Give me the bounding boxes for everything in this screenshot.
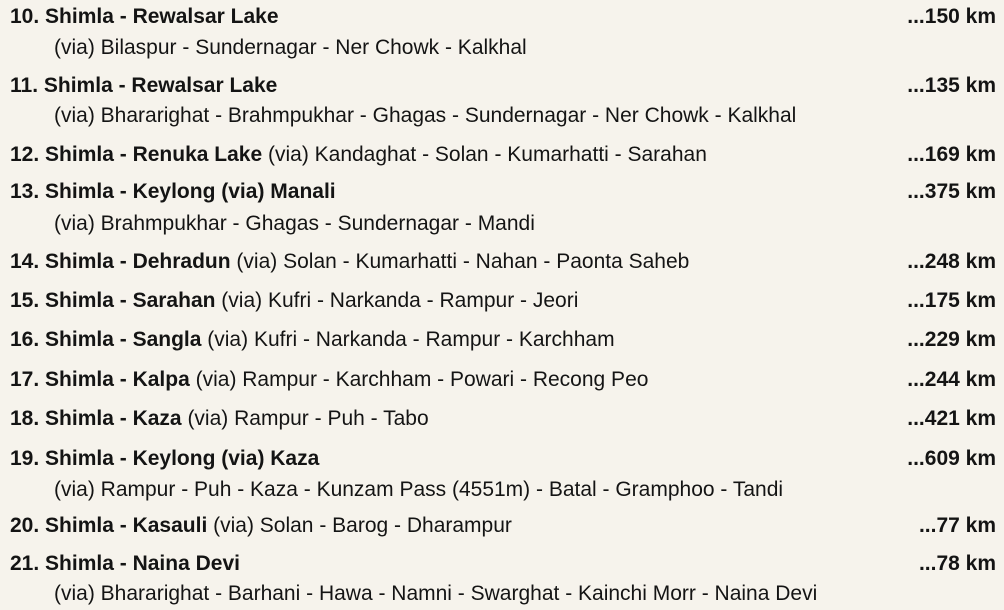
route-21-via: (via) Bhararighat - Barhani - Hawa - Namni - Swarghat - Kainchi Morr - Naina Devi [54, 582, 818, 605]
route-destination: Sarahan [132, 289, 216, 312]
route-destination: Dehradun [132, 250, 231, 273]
route-destination: Sangla [132, 328, 202, 351]
route-origin: Shimla [45, 289, 114, 312]
route-via-inline: (via) Rampur - Puh - Tabo [181, 407, 429, 430]
route-destination: Keylong (via) Manali [132, 180, 336, 203]
route-origin: Shimla [45, 407, 114, 430]
route-11-heading [10, 70, 996, 102]
route-separator: - [112, 74, 132, 97]
route-number: 10. [10, 5, 40, 28]
route-distance: ...248 km [907, 250, 996, 273]
route-distance: ...421 km [907, 407, 996, 430]
route-distance: ...244 km [907, 368, 996, 391]
route-origin: Shimla [45, 552, 114, 575]
route-via-inline: (via) Solan - Barog - Dharampur [207, 514, 512, 537]
route-destination: Renuka Lake [132, 143, 263, 166]
route-distance: ...375 km [907, 180, 996, 203]
route-distance: ...135 km [907, 74, 996, 97]
route-13-via: (via) Brahmpukhar - Ghagas - Sundernagar - Mandi [54, 212, 535, 235]
route-13-heading [10, 176, 996, 208]
route-destination: Kaza [132, 407, 182, 430]
route-16-heading [10, 324, 996, 356]
route-via-inline: (via) Kufri - Narkanda - Rampur - Karchham [201, 328, 615, 351]
route-origin: Shimla [43, 74, 113, 97]
route-distance: ...609 km [907, 447, 996, 470]
route-number: 18. [10, 407, 40, 430]
route-origin: Shimla [45, 447, 114, 470]
route-via-inline: (via) Solan - Kumarhatti - Nahan - Paonta Saheb [230, 250, 690, 273]
route-15-heading [10, 285, 996, 317]
route-destination: Rewalsar Lake [132, 5, 279, 28]
route-18-heading [10, 403, 996, 435]
route-via-inline: (via) Kandaghat - Solan - Kumarhatti - Sarahan [262, 143, 707, 166]
route-separator: - [113, 180, 133, 203]
route-origin: Shimla [45, 514, 114, 537]
route-distance: ...229 km [907, 328, 996, 351]
route-number: 15. [10, 289, 40, 312]
route-destination: Keylong (via) Kaza [132, 447, 320, 470]
route-via-inline: (via) Kufri - Narkanda - Rampur - Jeori [215, 289, 579, 312]
route-number: 21. [10, 552, 40, 575]
route-separator: - [113, 514, 133, 537]
route-10-heading [10, 1, 996, 33]
route-number: 11. [10, 74, 39, 97]
route-origin: Shimla [45, 368, 114, 391]
route-via-inline: (via) Rampur - Karchham - Powari - Recong Peo [189, 368, 649, 391]
route-separator: - [113, 552, 133, 575]
route-12-heading [10, 139, 996, 171]
route-20-heading [10, 510, 996, 542]
route-number: 13. [10, 180, 40, 203]
route-11-via: (via) Bhararighat - Brahmpukhar - Ghagas - Sundernagar - Ner Chowk - Kalkhal [54, 104, 797, 127]
route-number: 20. [10, 514, 40, 537]
route-distance: ...150 km [907, 5, 996, 28]
route-destination: Naina Devi [132, 552, 240, 575]
route-origin: Shimla [45, 180, 114, 203]
route-origin: Shimla [45, 143, 114, 166]
route-separator: - [113, 407, 133, 430]
route-distance: ...169 km [907, 143, 996, 166]
route-separator: - [113, 368, 133, 391]
route-separator: - [113, 447, 133, 470]
route-destination: Kalpa [132, 368, 190, 391]
route-origin: Shimla [45, 250, 114, 273]
route-origin: Shimla [45, 328, 114, 351]
route-destination: Rewalsar Lake [131, 74, 278, 97]
route-number: 16. [10, 328, 40, 351]
route-distance: ...77 km [918, 514, 996, 537]
route-separator: - [113, 250, 133, 273]
route-origin: Shimla [45, 5, 114, 28]
route-separator: - [113, 5, 133, 28]
route-distance: ...78 km [918, 552, 996, 575]
route-19-via: (via) Rampur - Puh - Kaza - Kunzam Pass (4551m) - Batal - Gramphoo - Tandi [54, 478, 784, 501]
route-number: 14. [10, 250, 40, 273]
route-destination: Kasauli [132, 514, 208, 537]
route-21-heading [10, 548, 996, 580]
route-separator: - [113, 289, 133, 312]
route-number: 17. [10, 368, 40, 391]
route-separator: - [113, 328, 133, 351]
route-distance: ...175 km [907, 289, 996, 312]
route-separator: - [113, 143, 133, 166]
route-10-via: (via) Bilaspur - Sundernagar - Ner Chowk - Kalkhal [54, 36, 527, 59]
route-19-heading [10, 443, 996, 475]
route-14-heading [10, 246, 996, 278]
route-number: 19. [10, 447, 40, 470]
route-17-heading [10, 364, 996, 396]
route-number: 12. [10, 143, 40, 166]
